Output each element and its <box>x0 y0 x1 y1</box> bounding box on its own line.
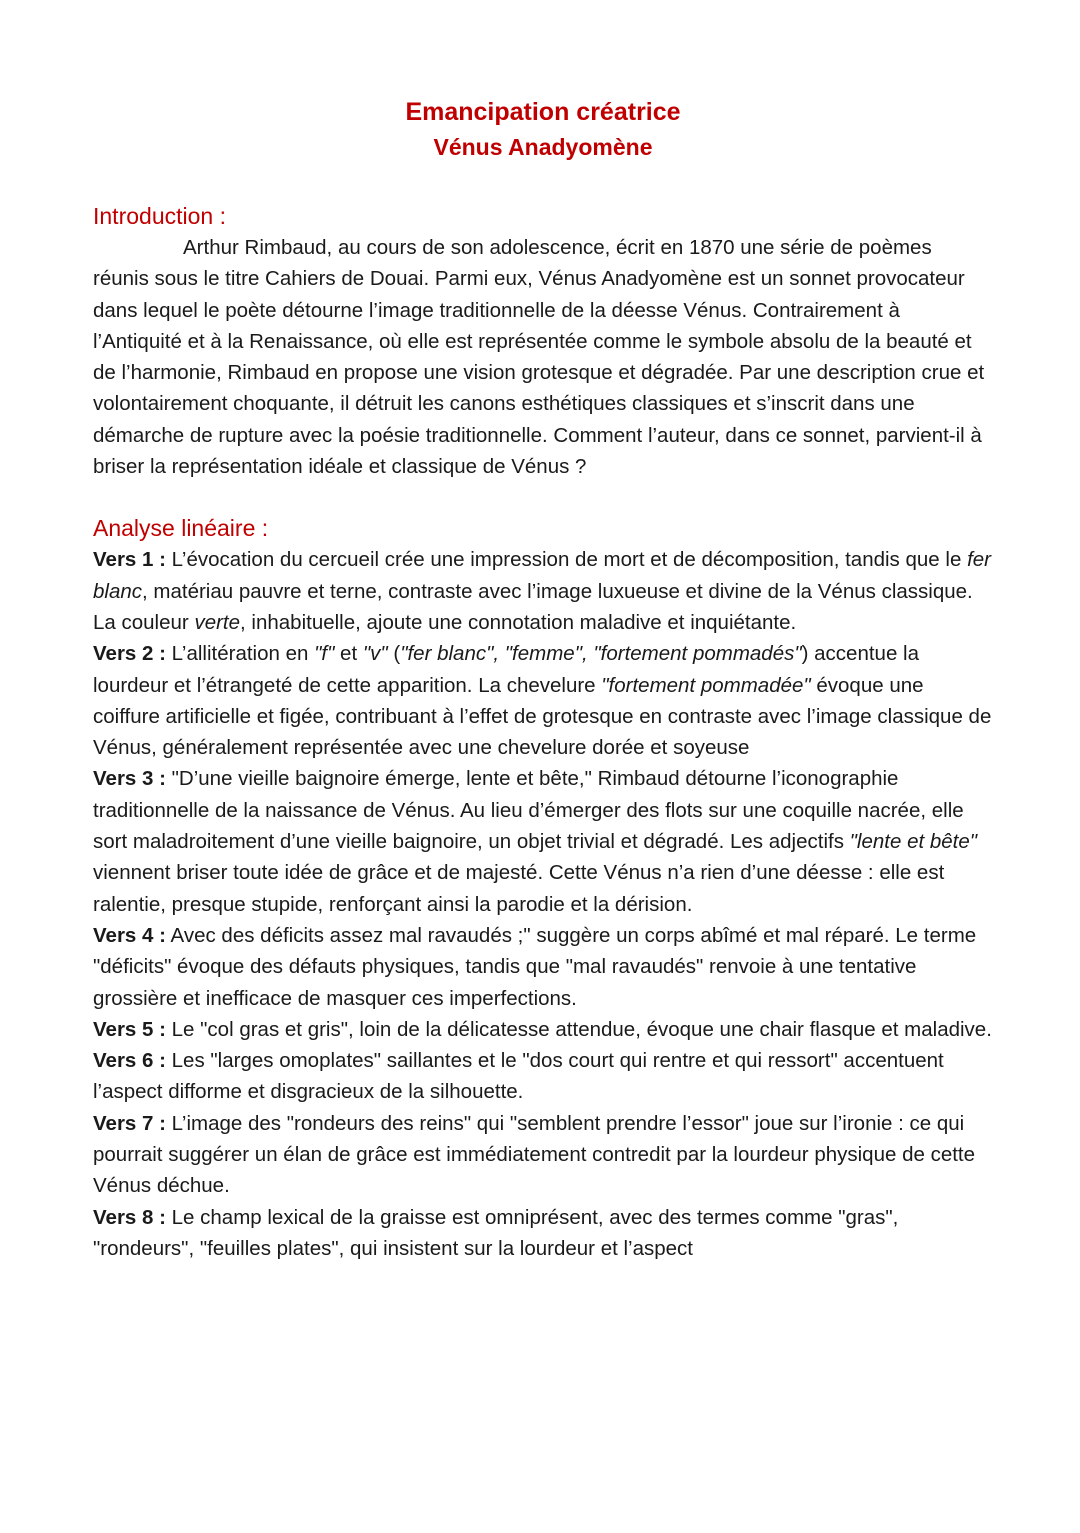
vers-paragraph <box>93 544 993 638</box>
vers-label: Vers 5 : <box>93 1017 166 1041</box>
vers-text: Les "larges omoplates" saillantes et le "dos court qui rentre et qui ressort" accentuent l’aspect difforme et disgracieux de la silhouette. <box>93 1049 944 1104</box>
vers-paragraph <box>93 1045 993 1108</box>
vers-quote: "fortement pommadée" <box>601 673 811 697</box>
introduction-heading: Introduction : <box>93 203 226 229</box>
vers-label: Vers 4 : <box>93 923 166 947</box>
vers-label: Vers 2 : <box>93 642 166 666</box>
vers-quote: "f" <box>314 642 335 666</box>
vers-text: Le "col gras et gris", loin de la délicatesse attendue, évoque une chair flasque et maladive. <box>165 1017 992 1041</box>
vers-quote: fer blanc <box>93 548 991 603</box>
vers-list <box>93 544 993 1264</box>
vers-quote: verte <box>194 610 241 634</box>
vers-text: "D’une vieille baignoire émerge, lente et bête," Rimbaud détourne l’iconographie traditionnelle de la naissance de Vénus. Au lieu d’émerger des flots sur une coquille nacrée, elle sort maladroitement d’une vieille baignoire, un objet trivial et dégradé. Les adjectifs <box>93 767 964 854</box>
vers-quote: "lente et bête" <box>849 830 978 854</box>
vers-paragraph <box>93 920 993 1014</box>
vers-paragraph <box>93 1202 993 1265</box>
introduction-paragraph: Arthur Rimbaud, au cours de son adolescence, écrit en 1870 une série de poèmes réunis sous le titre Cahiers de Douai. Parmi eux, Vénus Anadyomène est un sonnet provocateur dans lequel le poète détourne l’image traditionnelle de la déesse Vénus. Contrairement à l’Antiquité et à la Renaissance, où elle est représentée comme le symbole absolu de la beauté et de l’harmonie, Rimbaud en propose une vision grotesque et dégradée. Par une description crue et volontairement choquante, il détruit les canons esthétiques classiques et s’inscrit dans une démarche de rupture avec la poésie traditionnelle. Comment l’auteur, dans ce sonnet, parvient-il à briser la représentation idéale et classique de Vénus ? <box>93 236 985 479</box>
vers-paragraph <box>93 1108 993 1202</box>
vers-quote: "v" <box>362 642 388 666</box>
vers-text: , inhabituelle, ajoute une connotation maladive et inquiétante. <box>240 610 797 634</box>
document-title: Emancipation créatrice <box>405 98 681 126</box>
vers-label: Vers 3 : <box>93 767 166 791</box>
document-page <box>93 94 993 1264</box>
vers-label: Vers 1 : <box>93 548 166 572</box>
vers-paragraph <box>93 1014 993 1045</box>
vers-text: et <box>334 642 363 666</box>
vers-text: ( <box>387 642 401 666</box>
document-subtitle: Vénus Anadyomène <box>433 134 653 160</box>
vers-quote: "fer blanc", "femme", "fortement pommadés" <box>400 642 802 666</box>
vers-text: viennent briser toute idée de grâce et de majesté. Cette Vénus n’a rien d’une déesse : elle est ralentie, presque stupide, renforçant ainsi la parodie et la dérision. <box>93 861 945 916</box>
vers-label: Vers 7 : <box>93 1111 166 1135</box>
vers-text: L’allitération en <box>165 642 315 666</box>
vers-paragraph <box>93 638 993 763</box>
vers-text: évoque une coiffure artificielle et figée, contribuant à l’effet de grotesque en contraste avec l’image classique de Vénus, généralement représentée avec une chevelure dorée et soyeuse <box>93 673 992 760</box>
vers-label: Vers 6 : <box>93 1049 166 1073</box>
vers-text: L’image des "rondeurs des reins" qui "semblent prendre l’essor" joue sur l’ironie : ce qui pourrait suggérer un élan de grâce est immédiatement contredit par la lourdeur physique de cette Vénus déchue. <box>93 1111 976 1198</box>
vers-text: L’évocation du cercueil crée une impression de mort et de décomposition, tandis que le <box>165 548 968 572</box>
vers-paragraph <box>93 763 993 919</box>
vers-text: , matériau pauvre et terne, contraste avec l’image luxueuse et divine de la Vénus classique. La couleur <box>93 579 973 634</box>
vers-text: ) accentue la lourdeur et l’étrangeté de cette apparition. La chevelure <box>93 642 919 697</box>
vers-text: Le champ lexical de la graisse est omniprésent, avec des termes comme "gras", "rondeurs", "feuilles plates", qui insistent sur la lourdeur et l’aspect <box>93 1205 899 1260</box>
vers-label: Vers 8 : <box>93 1205 166 1229</box>
analyse-heading: Analyse linéaire : <box>93 515 269 542</box>
vers-text: Avec des déficits assez mal ravaudés ;" suggère un corps abîmé et mal réparé. Le terme "déficits" évoque des défauts physiques, tandis que "mal ravaudés" renvoie à une tentative grossière et inefficace de masquer ces imperfections. <box>93 923 977 1010</box>
